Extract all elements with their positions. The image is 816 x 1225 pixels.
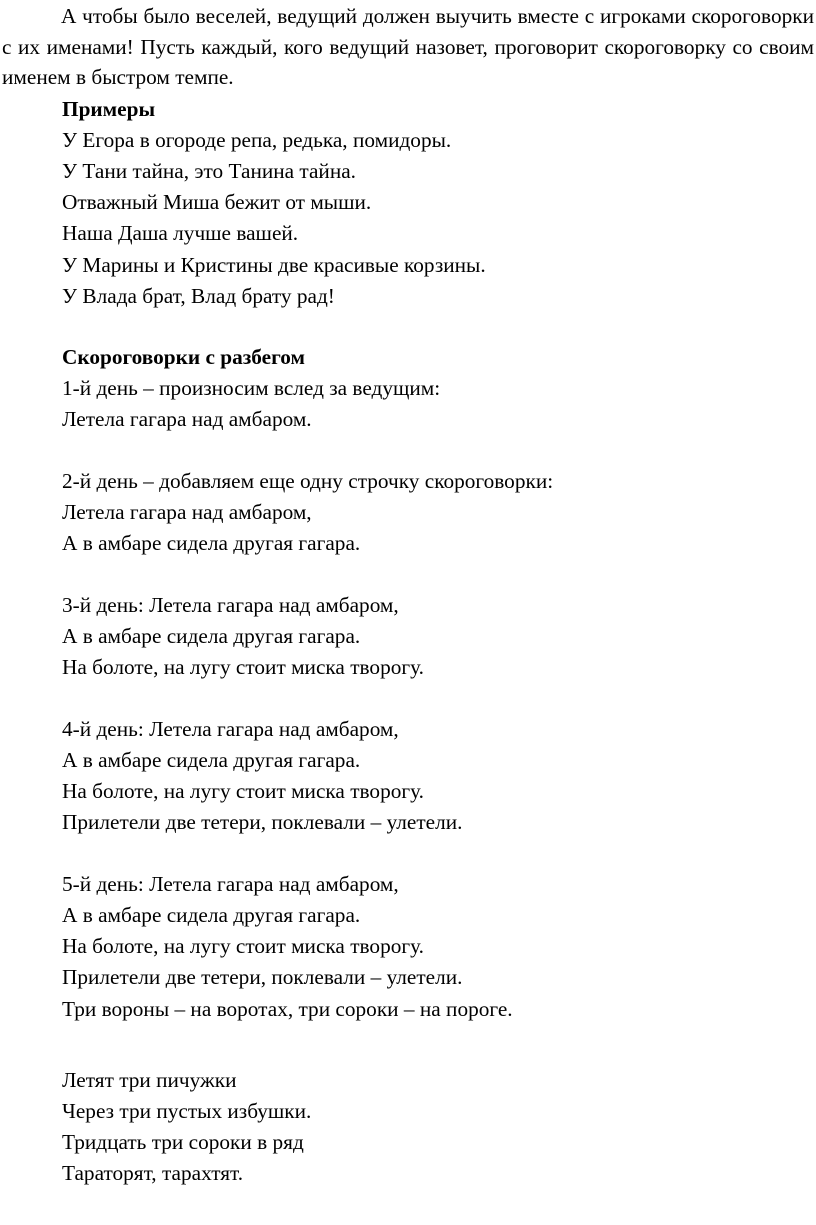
- day3-line: 3-й день: Летела гагара над амбаром,: [62, 593, 399, 617]
- day5-line: Прилетели две тетери, поклевали – улетели.: [62, 965, 463, 989]
- example-line: У Марины и Кристины две красивые корзины.: [62, 253, 486, 277]
- example-line: У Тани тайна, это Танина тайна.: [62, 159, 356, 183]
- example-line: У Влада брат, Влад брату рад!: [62, 284, 335, 308]
- intro-paragraph: [2, 1, 814, 93]
- day1-line: 1-й день – произносим вслед за ведущим:: [62, 376, 441, 400]
- birds-line: Тараторят, тарахтят.: [62, 1161, 244, 1185]
- example-line: Наша Даша лучше вашей.: [62, 221, 299, 245]
- day5-line: А в амбаре сидела другая гагара.: [62, 903, 361, 927]
- day5-line: На болоте, на лугу стоит миска творогу.: [62, 934, 424, 958]
- day1-line: Летела гагара над амбаром.: [62, 407, 312, 431]
- day4-line: 4-й день: Летела гагара над амбаром,: [62, 717, 399, 741]
- day4-line: А в амбаре сидела другая гагара.: [62, 748, 361, 772]
- day2-line: А в амбаре сидела другая гагара.: [62, 531, 361, 555]
- day2-line: Летела гагара над амбаром,: [62, 500, 312, 524]
- birds-line: Летят три пичужки: [62, 1068, 237, 1092]
- birds-line: Через три пустых избушки.: [62, 1099, 312, 1123]
- example-line: У Егора в огороде репа, редька, помидоры.: [62, 128, 452, 152]
- examples-heading: Примеры: [62, 97, 156, 121]
- birds-line: Тридцать три сороки в ряд: [62, 1130, 304, 1154]
- day4-line: На болоте, на лугу стоит миска творогу.: [62, 779, 424, 803]
- day3-line: На болоте, на лугу стоит миска творогу.: [62, 655, 424, 679]
- day3-line: А в амбаре сидела другая гагара.: [62, 624, 361, 648]
- day5-line: Три вороны – на воротах, три сороки – на пороге.: [62, 997, 513, 1021]
- intro-text: А чтобы было веселей, ведущий должен выучить вместе с игроками скороговорки с их именами! Пусть каждый, кого ведущий назовет, проговорит скороговорку со своим именем в быстром темпе.: [2, 4, 814, 89]
- day2-line: 2-й день – добавляем еще одну строчку скороговорки:: [62, 469, 554, 493]
- running-heading: Скороговорки с разбегом: [62, 345, 306, 369]
- example-line: Отважный Миша бежит от мыши.: [62, 190, 372, 214]
- day5-line: 5-й день: Летела гагара над амбаром,: [62, 872, 399, 896]
- day4-line: Прилетели две тетери, поклевали – улетели.: [62, 810, 463, 834]
